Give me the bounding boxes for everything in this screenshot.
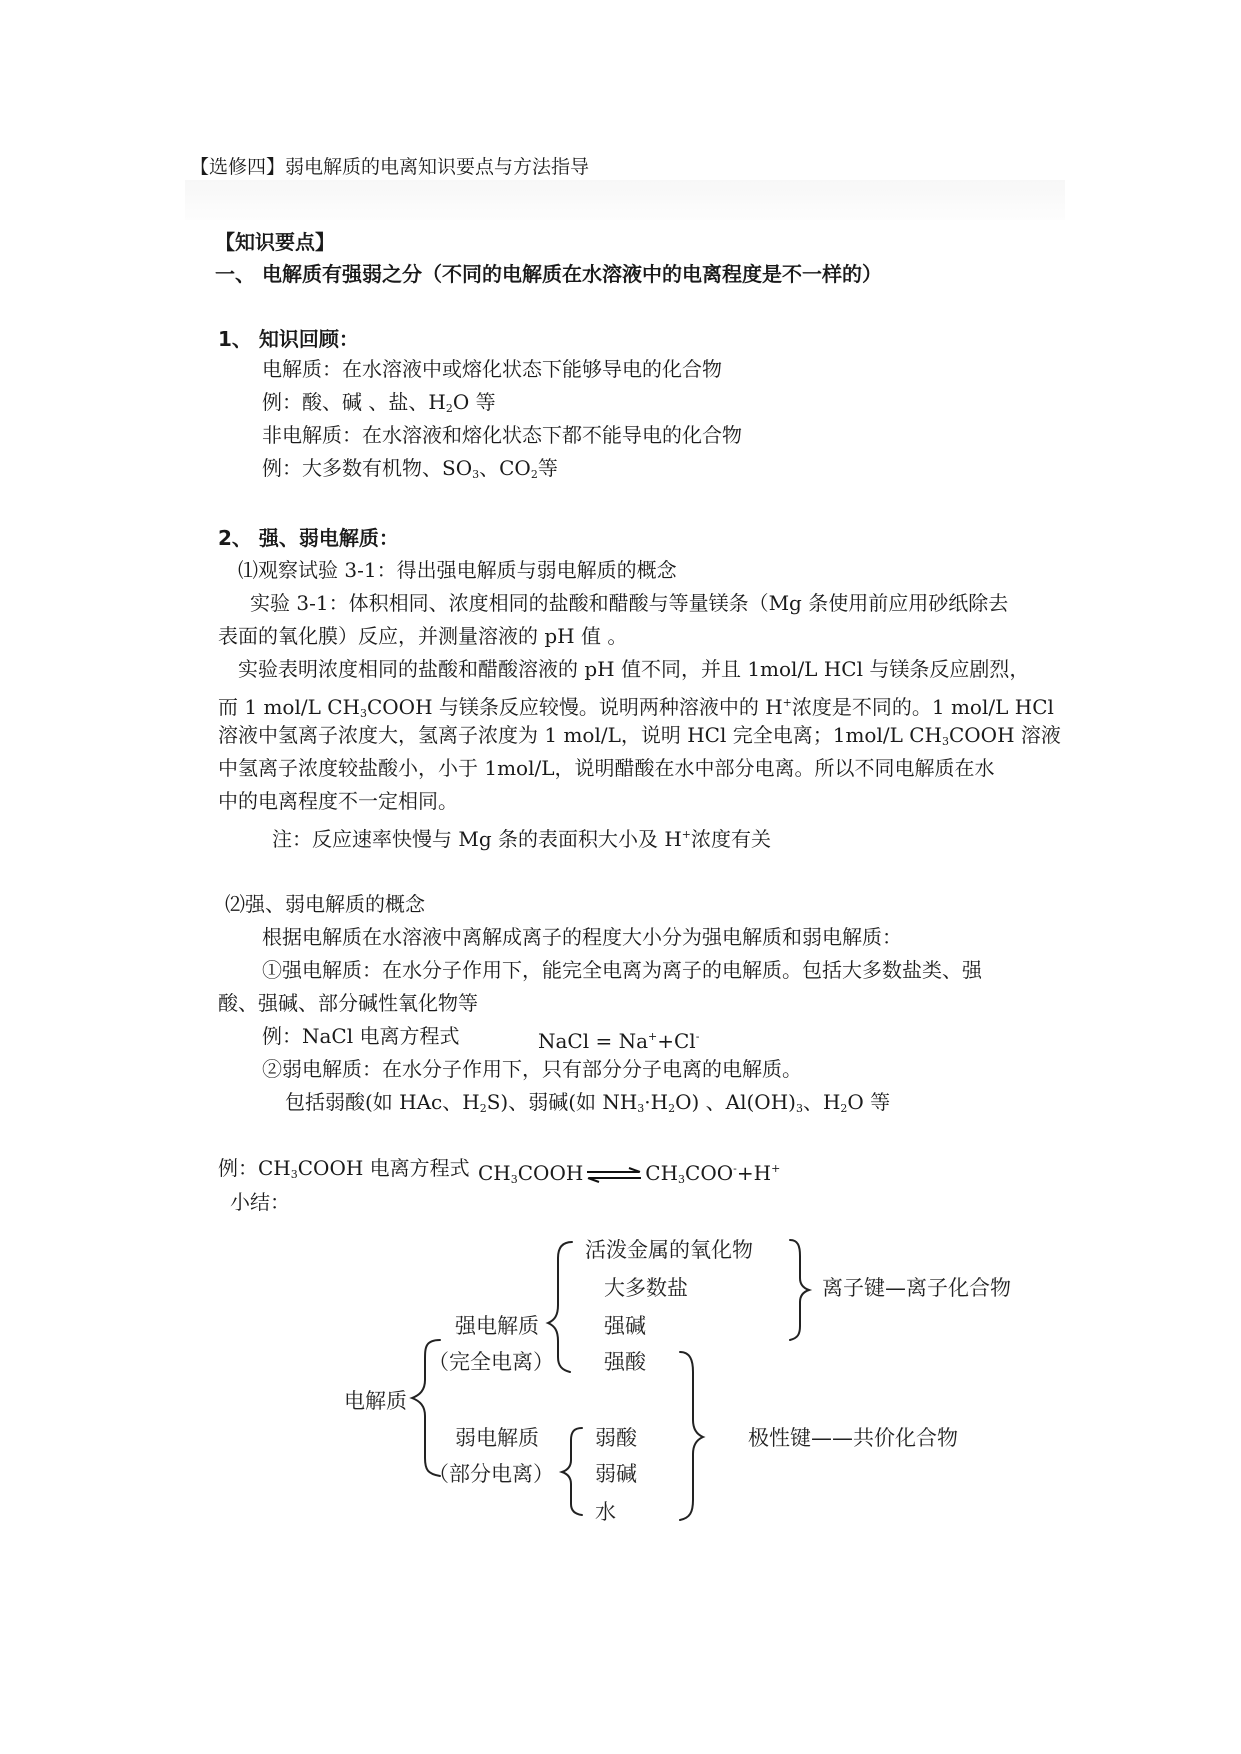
result-line-2: 而 1 mol/L $CH_3COOH$ 与镁条反应较慢。说明两种溶液中的 H+浓度是不同的。1 mol/L HCl bbox=[218, 695, 1054, 720]
diagram-weak-item: 水 bbox=[595, 1500, 616, 1524]
diagram-weak-item: 弱碱 bbox=[595, 1462, 637, 1486]
ionic-brace bbox=[790, 1240, 809, 1340]
electrolyte-example: 例：酸、碱 、盐、$H_2O$ 等 bbox=[262, 390, 496, 415]
strong-weak-heading: 2、 强、弱电解质： bbox=[218, 526, 399, 550]
diagram-strong-item: 活泼金属的氧化物 bbox=[585, 1238, 753, 1262]
result-line-4: 中氢离子浓度较盐酸小，小于 1mol/L，说明醋酸在水中部分电离。所以不同电解质在水 bbox=[218, 756, 995, 780]
diagram-strong-item: 强碱 bbox=[604, 1314, 646, 1338]
weak-example-label: 例：$CH_3COOH$ 电离方程式 bbox=[218, 1156, 470, 1181]
strong-example-label: 例：NaCl 电离方程式 bbox=[262, 1024, 460, 1048]
review-heading: 1、 知识回顾： bbox=[218, 327, 359, 351]
document-title: 【选修四】弱电解质的电离知识要点与方法指导 bbox=[190, 156, 590, 178]
experiment-line-1: 实验 3-1：体积相同、浓度相同的盐酸和醋酸与等量镁条（Mg 条使用前应用砂纸除去 bbox=[250, 591, 1009, 615]
diagram-strong-item: 强酸 bbox=[604, 1350, 646, 1374]
diagram-root: 电解质 bbox=[344, 1389, 407, 1413]
result-line-3: 溶液中氢离子浓度大，氢离子浓度为 1 mol/L，说明 HCl 完全电离；1mol/L $CH_3COOH$ 溶液 bbox=[218, 723, 1061, 748]
diagram-weak-label: 弱电解质 bbox=[455, 1426, 539, 1450]
result-line-1: 实验表明浓度相同的盐酸和醋酸溶液的 pH 值不同，并且 1mol/L HCl 与镁条反应剧烈， bbox=[238, 657, 1030, 681]
experiment-line-2: 表面的氧化膜）反应，并测量溶液的 pH 值 。 bbox=[218, 624, 628, 648]
nonelectrolyte-example: 例：大多数有机物、$SO_3$、$CO_2$等 bbox=[262, 456, 558, 481]
strong-definition-1: ①强电解质：在水分子作用下，能完全电离为离子的电解质。包括大多数盐类、强 bbox=[262, 958, 982, 982]
result-line-5: 中的电离程度不一定相同。 bbox=[218, 789, 458, 813]
weak-example-equation: $CH_3COOH$ $CH_3COO^-+H^+$ bbox=[478, 1161, 781, 1186]
knowledge-heading: 【知识要点】 bbox=[215, 230, 335, 254]
strong-example-equation: NaCl = Na++Cl- bbox=[538, 1029, 700, 1053]
strong-definition-2: 酸、强碱、部分碱性氧化物等 bbox=[218, 991, 478, 1015]
weak-brace bbox=[562, 1428, 582, 1515]
diagram-strong-note: （完全电离） bbox=[428, 1350, 554, 1374]
diagram-polar-label: 极性键——共价化合物 bbox=[748, 1426, 958, 1450]
diagram-weak-note: （部分电离） bbox=[428, 1462, 554, 1486]
diagram-weak-item: 弱酸 bbox=[595, 1426, 637, 1450]
root-brace bbox=[412, 1340, 440, 1476]
weak-definition: ②弱电解质：在水分子作用下，只有部分分子电离的电解质。 bbox=[262, 1057, 802, 1081]
strong-brace bbox=[548, 1242, 572, 1372]
diagram-strong-item: 大多数盐 bbox=[604, 1276, 688, 1300]
weak-includes: 包括弱酸(如 HAc、$H_2S$)、弱碱(如 $NH_3\cdot H_2O$) 、$Al(OH)_3$、$H_2O$ 等 bbox=[285, 1090, 891, 1115]
note: 注：反应速率快慢与 Mg 条的表面积大小及 H+浓度有关 bbox=[272, 827, 772, 851]
polar-brace bbox=[680, 1352, 703, 1520]
concept-intro: 根据电解质在水溶液中离解成离子的程度大小分为强电解质和弱电解质： bbox=[262, 925, 902, 949]
diagram-ionic-label: 离子键—离子化合物 bbox=[822, 1276, 1011, 1300]
nonelectrolyte-definition: 非电解质：在水溶液和熔化状态下都不能导电的化合物 bbox=[262, 423, 742, 447]
electrolyte-definition: 电解质：在水溶液中或熔化状态下能够导电的化合物 bbox=[262, 357, 722, 381]
summary-label: 小结： bbox=[230, 1190, 290, 1214]
concept-heading: ⑵强、弱电解质的概念 bbox=[225, 892, 425, 916]
diagram-strong-label: 强电解质 bbox=[455, 1314, 539, 1338]
observe-experiment: ⑴观察试验 3-1：得出强电解质与弱电解质的概念 bbox=[238, 558, 677, 582]
section1-heading: 一、 电解质有强弱之分（不同的电解质在水溶液中的电离程度是不一样的） bbox=[215, 262, 882, 286]
